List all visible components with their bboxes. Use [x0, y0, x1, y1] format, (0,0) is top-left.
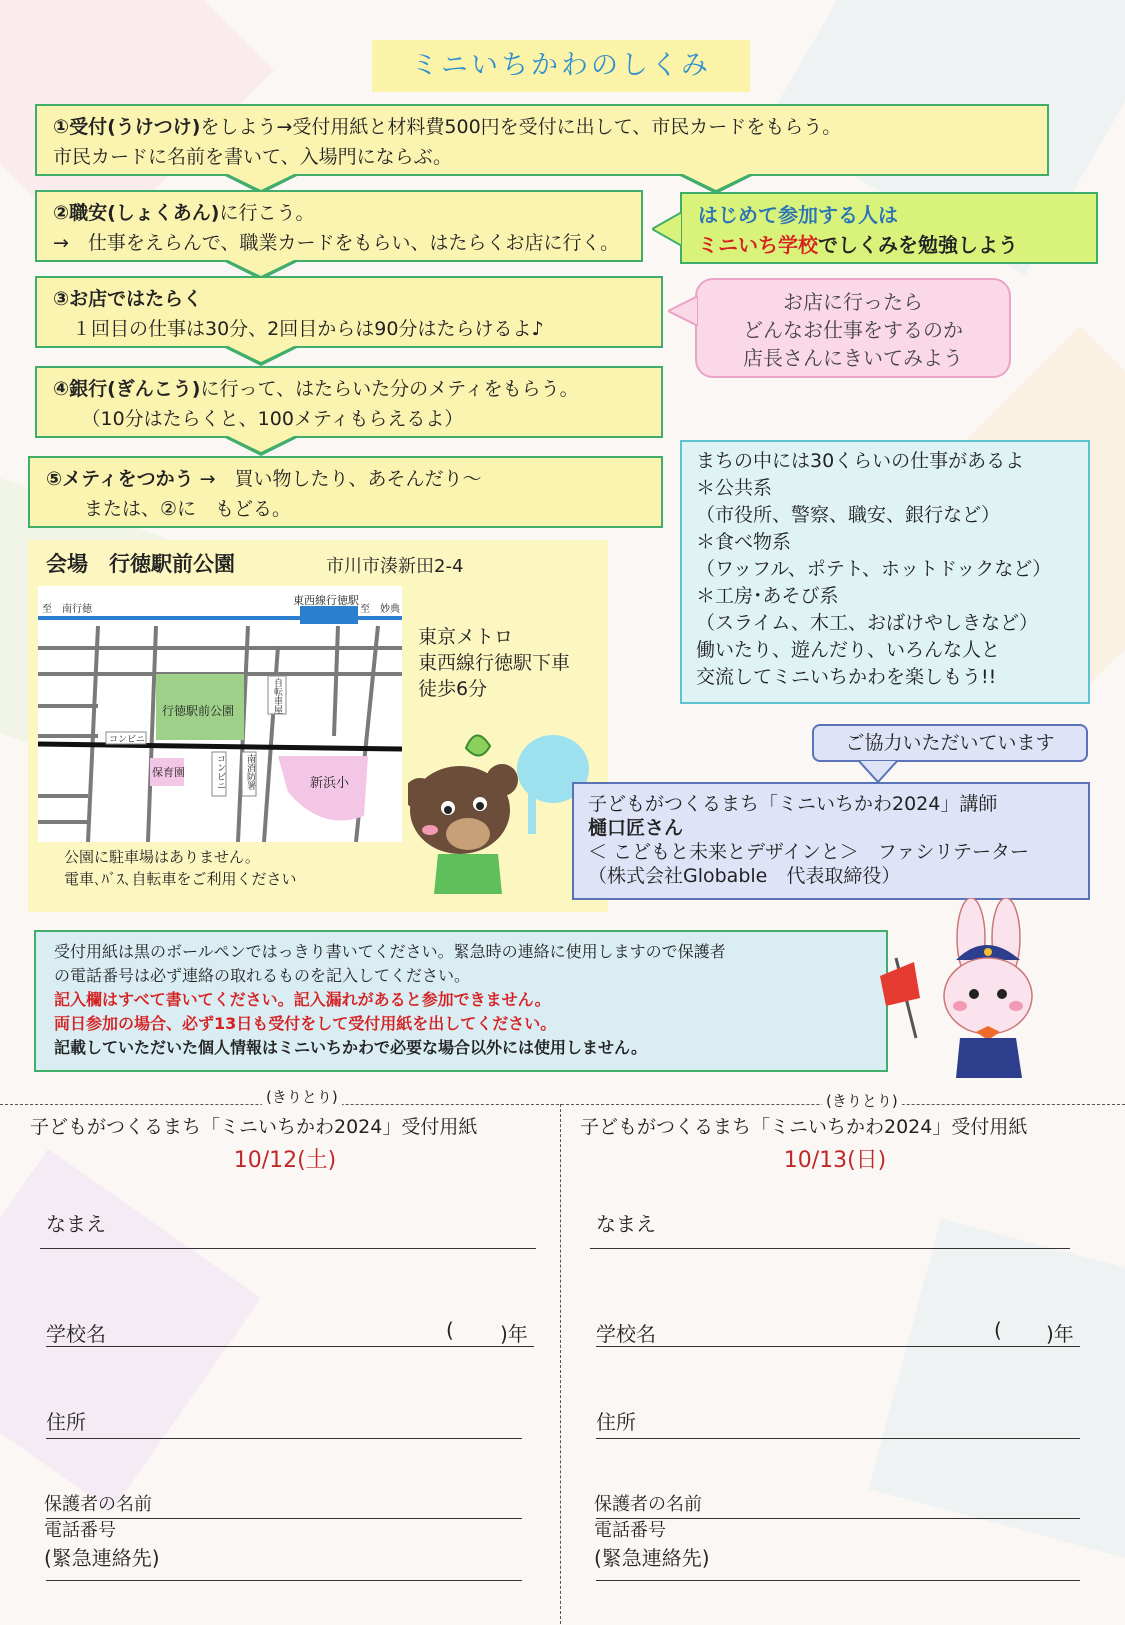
step-1 — [35, 104, 1049, 176]
entry-form-day2 — [580, 1112, 1090, 1174]
guardian-input-line[interactable] — [596, 1518, 1080, 1519]
step-2-text: に行こう。 — [219, 202, 315, 224]
bear-mascot-icon — [408, 724, 598, 904]
step-3-head: ③お店ではたらく — [53, 288, 203, 310]
tip-line: 店長さんにきいてみよう — [743, 346, 963, 370]
lecturer-line4: （株式会社Globable 代表取締役） — [588, 865, 901, 887]
arrow-down — [225, 348, 297, 366]
lecturer-name: 樋口匠さん — [588, 817, 684, 839]
map-nursery-label: 保育園 — [152, 766, 185, 779]
left-pointer-icon — [668, 296, 698, 326]
address-input-line[interactable] — [596, 1438, 1080, 1439]
guardian-label: 保護者の名前 — [44, 1494, 152, 1515]
map-park-label: 行徳駅前公園 — [162, 704, 235, 718]
phone-input-line[interactable] — [46, 1580, 522, 1581]
map-school-label: 新浜小 — [310, 776, 350, 791]
address-label: 住所 — [596, 1410, 636, 1434]
grade-open: ( — [446, 1318, 454, 1342]
form-date: 10/12(土) — [233, 1148, 337, 1173]
guardian-input-line[interactable] — [46, 1518, 522, 1519]
jobs-line: （市役所、警察、職安、銀行など） — [696, 504, 1001, 526]
parking-line: 公園に駐車場はありません。 — [64, 848, 260, 866]
step-2-line2: → 仕事をえらんで、職業カードをもらい、はたらくお店に行く。 — [53, 232, 620, 254]
access-line: 徒歩6分 — [418, 678, 488, 700]
map-to-left: 至 南行徳 — [42, 604, 92, 615]
grade-close: )年 — [1046, 1322, 1074, 1346]
cut-label-left: (きりとり) — [262, 1086, 342, 1107]
step-3-line2: １回目の仕事は30分、2回目からは90分はたらけるよ♪ — [53, 318, 544, 340]
map-fire-label: 南消防署 — [245, 754, 255, 790]
name-input-line[interactable] — [40, 1248, 536, 1249]
jobs-line: ＊公共系 — [696, 477, 773, 499]
lecturer-line3: ＜ こどもと未来とデザインと＞ ファシリテーター — [588, 841, 1029, 863]
lecturer-line1: 子どもがつくるまち「ミニいちかわ2024」講師 — [588, 793, 998, 815]
phone-label: 電話番号 — [44, 1520, 116, 1541]
guardian-label: 保護者の名前 — [594, 1494, 702, 1515]
cut-label-right: (きりとり) — [822, 1090, 902, 1111]
left-pointer-icon — [652, 212, 682, 246]
parking-note — [64, 846, 297, 890]
school-label: 学校名 — [46, 1322, 106, 1346]
step-1-text: をしよう→受付用紙と材料費500円を受付に出して、市民カードをもらう。 — [200, 116, 842, 138]
form-date: 10/13(日) — [783, 1148, 887, 1173]
venue-address: 市川市湊新田2-4 — [326, 556, 464, 577]
shop-tip-bubble — [695, 278, 1011, 378]
lecturer-box — [572, 782, 1090, 900]
phone-label: 電話番号 — [594, 1520, 666, 1541]
step-5 — [28, 456, 663, 528]
step-4-line2: （10分はたらくと、100メティもらえるよ） — [53, 408, 464, 430]
step-5-line2: または、②に もどる。 — [46, 498, 292, 520]
jobs-line: （ワッフル、ポテト、ホットドックなど） — [696, 558, 1052, 580]
phone-input-line[interactable] — [596, 1580, 1080, 1581]
address-input-line[interactable] — [46, 1438, 522, 1439]
parking-line: 電車､ﾊﾞｽ､自転車をご利用ください — [64, 870, 297, 888]
page-title: ミニいちかわのしくみ — [372, 40, 750, 92]
notice-box — [34, 930, 888, 1072]
step-4-head: ④銀行(ぎんこう) — [53, 378, 201, 400]
notice-privacy: 記載していただいた個人情報はミニいちかわで必要な場合以外には使用しません。 — [54, 1038, 647, 1057]
step-4-text: に行って、はたらいた分のメティをもらう。 — [200, 378, 579, 400]
map-bike-label: 自転車屋 — [272, 678, 282, 714]
venue-panel — [28, 540, 608, 912]
first-time-line2: でしくみを勉強しよう — [818, 233, 1018, 257]
jobs-line: ＊工房･あそび系 — [696, 585, 839, 607]
venue-label: 会場 行徳駅前公園 — [46, 552, 235, 576]
down-pointer-icon — [858, 760, 898, 784]
step-2 — [35, 190, 643, 262]
notice-warning-1: 記入欄はすべて書いてください。記入漏れがあると参加できません。 — [54, 990, 551, 1009]
school-input-line[interactable] — [46, 1346, 534, 1347]
first-time-line1: はじめて参加する人は — [698, 203, 898, 227]
form-title: 子どもがつくるまち「ミニいちかわ2024」受付用紙 — [580, 1116, 1028, 1138]
map-to-right: 至 妙典 — [360, 604, 400, 615]
school-label: 学校名 — [596, 1322, 656, 1346]
address-label: 住所 — [46, 1410, 86, 1434]
step-3 — [35, 276, 663, 348]
jobs-info-box — [680, 440, 1090, 704]
notice-line2: の電話番号は必ず連絡の取れるものを記入してください。 — [54, 966, 471, 985]
step-1-head: ①受付(うけつけ) — [53, 116, 201, 138]
arrow-down — [225, 438, 297, 456]
venue-map — [38, 586, 402, 842]
school-input-line[interactable] — [596, 1346, 1080, 1347]
map-convenience-label: コンビニ — [109, 735, 146, 745]
name-input-line[interactable] — [590, 1248, 1070, 1249]
map-station-label: 東西線行徳駅 — [293, 594, 359, 607]
jobs-line: （スライム、木工、おばけやしきなど） — [696, 612, 1039, 634]
emergency-label: (緊急連絡先) — [44, 1546, 160, 1570]
cooperation-bubble: ご協力いただいています — [812, 724, 1088, 762]
mini-school-link: ミニいち学校 — [698, 233, 818, 257]
map-convenience-label-2: コンビニ — [215, 754, 225, 790]
step-5-text: → 買い物したり、あそんだり～ — [193, 468, 482, 490]
step-5-head: ⑤メティをつかう — [46, 468, 194, 490]
step-1-line2: 市民カードに名前を書いて、入場門にならぶ。 — [53, 146, 453, 168]
form-title: 子どもがつくるまち「ミニいちかわ2024」受付用紙 — [30, 1116, 478, 1138]
step-4 — [35, 366, 663, 438]
notice-line1: 受付用紙は黒のボールペンではっきり書いてください。緊急時の連絡に使用しますので保護者 — [54, 942, 726, 961]
venue-access — [418, 624, 570, 702]
first-time-box — [680, 192, 1098, 264]
tip-line: どんなお仕事をするのか — [743, 318, 963, 342]
emergency-label: (緊急連絡先) — [594, 1546, 710, 1570]
access-line: 東西線行徳駅下車 — [418, 652, 571, 674]
step-2-head: ②職安(しょくあん) — [53, 202, 220, 224]
cut-line-vertical — [560, 1104, 561, 1624]
rabbit-mascot-icon — [876, 898, 1046, 1088]
access-line: 東京メトロ — [418, 626, 514, 648]
jobs-line: 働いたり、遊んだり、いろんな人と — [696, 639, 1001, 661]
grade-close: )年 — [500, 1322, 528, 1346]
grade-open: ( — [994, 1318, 1002, 1342]
jobs-line: 交流してミニいちかわを楽しもう!! — [696, 666, 997, 688]
name-label: なまえ — [46, 1212, 106, 1236]
jobs-line: ＊食べ物系 — [696, 531, 792, 553]
name-label: なまえ — [596, 1212, 656, 1236]
notice-warning-2: 両日参加の場合、必ず13日も受付をして受付用紙を出してください。 — [54, 1014, 557, 1033]
tip-line: お店に行ったら — [783, 290, 923, 314]
jobs-line: まちの中には30くらいの仕事があるよ — [696, 450, 1025, 472]
entry-form-day1 — [30, 1112, 540, 1174]
cut-line-horizontal — [0, 1104, 1125, 1105]
